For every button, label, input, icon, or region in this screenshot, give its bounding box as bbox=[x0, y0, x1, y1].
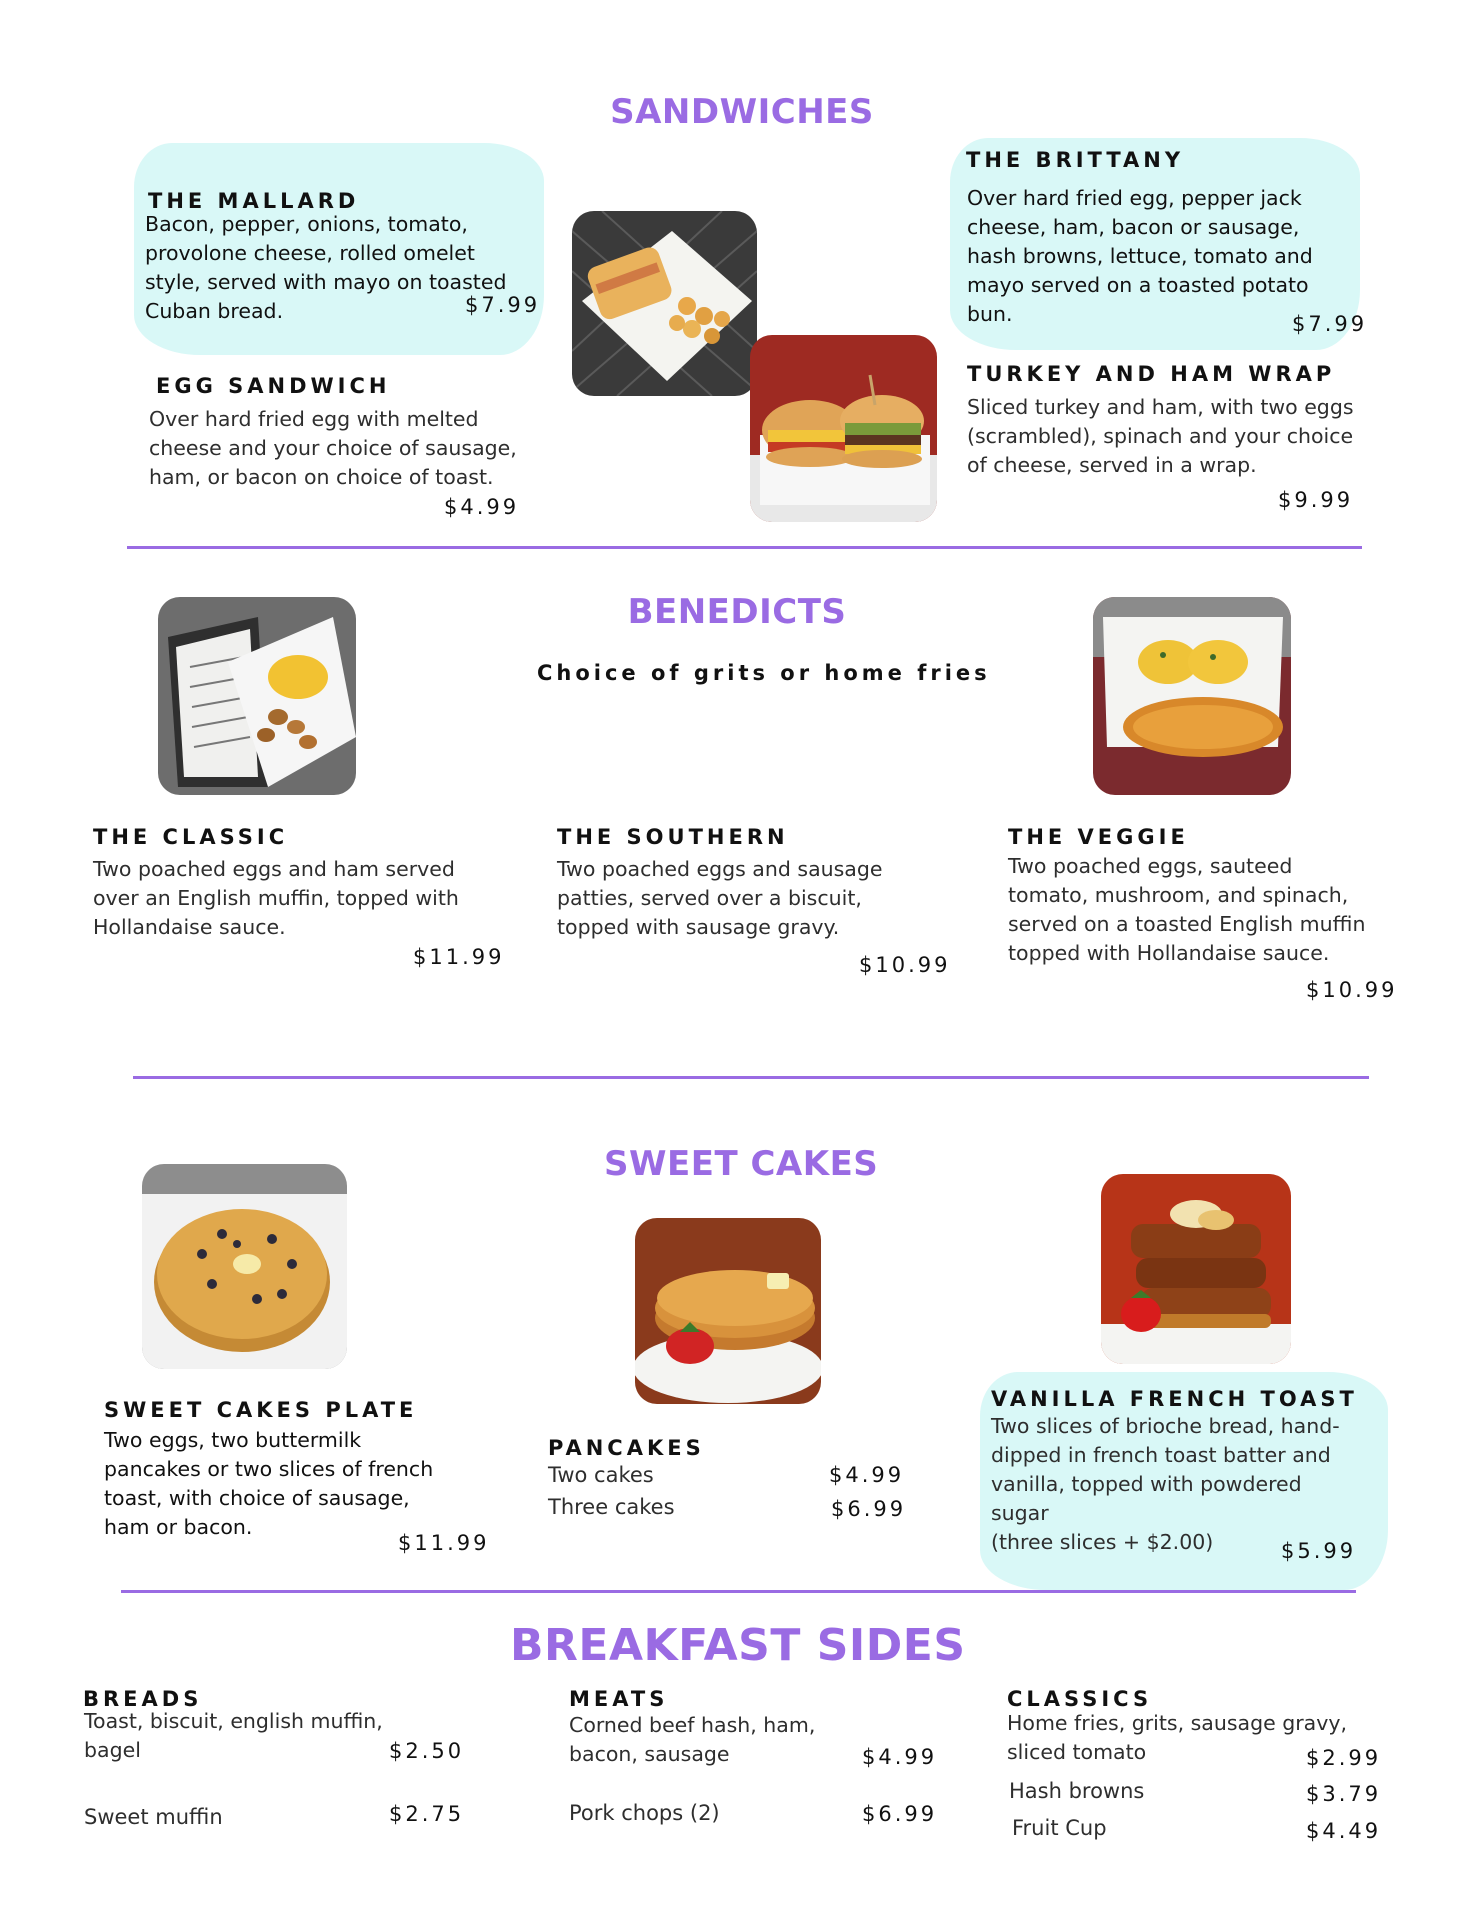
meats-row-1-label: Corned beef hash, ham, bacon, sausage bbox=[569, 1713, 816, 1766]
wrap-title: TURKEY AND HAM WRAP bbox=[967, 362, 1336, 386]
brittany-description: Over hard fried egg, pepper jack cheese, ham, bacon or sausage, hash browns, lettuce, tomato and mayo served on a toasted potato bun. bbox=[967, 186, 1313, 326]
pancakes-two-cakes-label: Two cakes bbox=[548, 1463, 654, 1487]
wrap-description: Sliced turkey and ham, with two eggs (scrambled), spinach and your choice of cheese, served in a wrap. bbox=[967, 395, 1354, 477]
classic-title: THE CLASSIC bbox=[93, 825, 289, 849]
pancakes-two-cakes-price: $4.99 bbox=[829, 1463, 905, 1487]
french-toast-description: Two slices of brioche bread, hand- dipped in french toast batter and vanilla, topped with powdered sugar (three slices + $2.00) bbox=[991, 1414, 1340, 1554]
classics-title: CLASSICS bbox=[1007, 1687, 1153, 1711]
french-toast-image-icon bbox=[1101, 1174, 1291, 1364]
meats-row-2-label: Pork chops (2) bbox=[569, 1801, 720, 1825]
section-divider-2 bbox=[133, 1076, 1369, 1079]
cuban-sandwich-image-icon bbox=[572, 211, 757, 396]
brittany-price: $7.99 bbox=[1292, 312, 1368, 336]
egg-sandwich-title: EGG SANDWICH bbox=[156, 374, 391, 398]
southern-description: Two poached eggs and sausage patties, served over a biscuit, topped with sausage gravy. bbox=[557, 857, 883, 939]
southern-price: $10.99 bbox=[859, 953, 951, 977]
breads-row-1-label: Toast, biscuit, english muffin, bagel bbox=[84, 1709, 383, 1762]
classics-row-1-price: $2.99 bbox=[1306, 1746, 1382, 1770]
breads-row-2-label: Sweet muffin bbox=[84, 1805, 223, 1829]
veggie-benedict-photo bbox=[1093, 597, 1291, 795]
brittany-title: THE BRITTANY bbox=[966, 148, 1185, 172]
mallard-price: $7.99 bbox=[465, 293, 541, 317]
breads-row-1-price: $2.50 bbox=[389, 1739, 465, 1763]
section-divider-1 bbox=[127, 546, 1362, 549]
pancakes-three-cakes-label: Three cakes bbox=[548, 1495, 675, 1519]
meats-title: MEATS bbox=[569, 1687, 669, 1711]
breakfast-sides-heading: BREAKFAST SIDES bbox=[510, 1620, 966, 1671]
classic-description: Two poached eggs and ham served over an English muffin, topped with Hollandaise sauce. bbox=[93, 857, 459, 939]
sweet-cakes-heading: SWEET CAKES bbox=[604, 1144, 879, 1184]
sweet-cakes-plate-title: SWEET CAKES PLATE bbox=[104, 1398, 418, 1422]
french-toast-title: VANILLA FRENCH TOAST bbox=[991, 1387, 1358, 1411]
southern-title: THE SOUTHERN bbox=[557, 825, 789, 849]
classics-row-1-label: Home fries, grits, sausage gravy, sliced tomato bbox=[1007, 1711, 1348, 1764]
french-toast-photo bbox=[1101, 1174, 1291, 1364]
wrap-price: $9.99 bbox=[1278, 488, 1354, 512]
meats-row-2-price: $6.99 bbox=[862, 1802, 938, 1826]
brittany-burger-photo bbox=[750, 335, 937, 522]
cuban-sandwich-photo bbox=[572, 211, 757, 396]
classics-row-3-label: Fruit Cup bbox=[1012, 1816, 1107, 1840]
blueberry-pancakes-photo bbox=[142, 1164, 347, 1369]
veggie-description: Two poached eggs, sauteed tomato, mushroom, and spinach, served on a toasted English muffin topped with Hollandaise sauce. bbox=[1008, 854, 1366, 965]
breads-title: BREADS bbox=[83, 1687, 203, 1711]
blueberry-pancake-image-icon bbox=[142, 1164, 347, 1369]
egg-sandwich-description: Over hard fried egg with melted cheese and your choice of sausage, ham, or bacon on choice of toast. bbox=[149, 407, 517, 489]
sweet-cakes-plate-price: $11.99 bbox=[398, 1531, 490, 1555]
classics-row-3-price: $4.49 bbox=[1306, 1819, 1382, 1843]
pancakes-title: PANCAKES bbox=[548, 1436, 705, 1460]
classics-row-2-label: Hash browns bbox=[1009, 1779, 1145, 1803]
breads-row-2-price: $2.75 bbox=[389, 1802, 465, 1826]
classic-benedict-photo bbox=[158, 597, 356, 795]
classic-price: $11.99 bbox=[413, 945, 505, 969]
meats-row-1-price: $4.99 bbox=[862, 1745, 938, 1769]
benedicts-subtitle: Choice of grits or home fries bbox=[537, 661, 991, 685]
veggie-title: THE VEGGIE bbox=[1008, 825, 1189, 849]
pancakes-three-cakes-price: $6.99 bbox=[831, 1497, 907, 1521]
pancakes-photo bbox=[635, 1218, 821, 1404]
veggie-price: $10.99 bbox=[1306, 978, 1398, 1002]
classics-row-2-price: $3.79 bbox=[1306, 1782, 1382, 1806]
egg-sandwich-price: $4.99 bbox=[444, 495, 520, 519]
benedict-image-icon bbox=[158, 597, 356, 795]
section-divider-3 bbox=[121, 1590, 1356, 1593]
hash-brown-benedict-image-icon bbox=[1093, 597, 1291, 795]
burger-image-icon bbox=[750, 335, 937, 522]
sandwiches-heading: SANDWICHES bbox=[610, 92, 874, 132]
french-toast-price: $5.99 bbox=[1281, 1539, 1357, 1563]
mallard-description: Bacon, pepper, onions, tomato, provolone cheese, rolled omelet style, served with mayo on toasted Cuban bread. bbox=[145, 212, 507, 323]
sweet-cakes-plate-description: Two eggs, two buttermilk pancakes or two slices of french toast, with choice of sausage, ham or bacon. bbox=[104, 1428, 434, 1539]
mallard-title: THE MALLARD bbox=[148, 189, 360, 213]
pancake-stack-image-icon bbox=[635, 1218, 821, 1404]
benedicts-heading: BENEDICTS bbox=[627, 592, 847, 632]
